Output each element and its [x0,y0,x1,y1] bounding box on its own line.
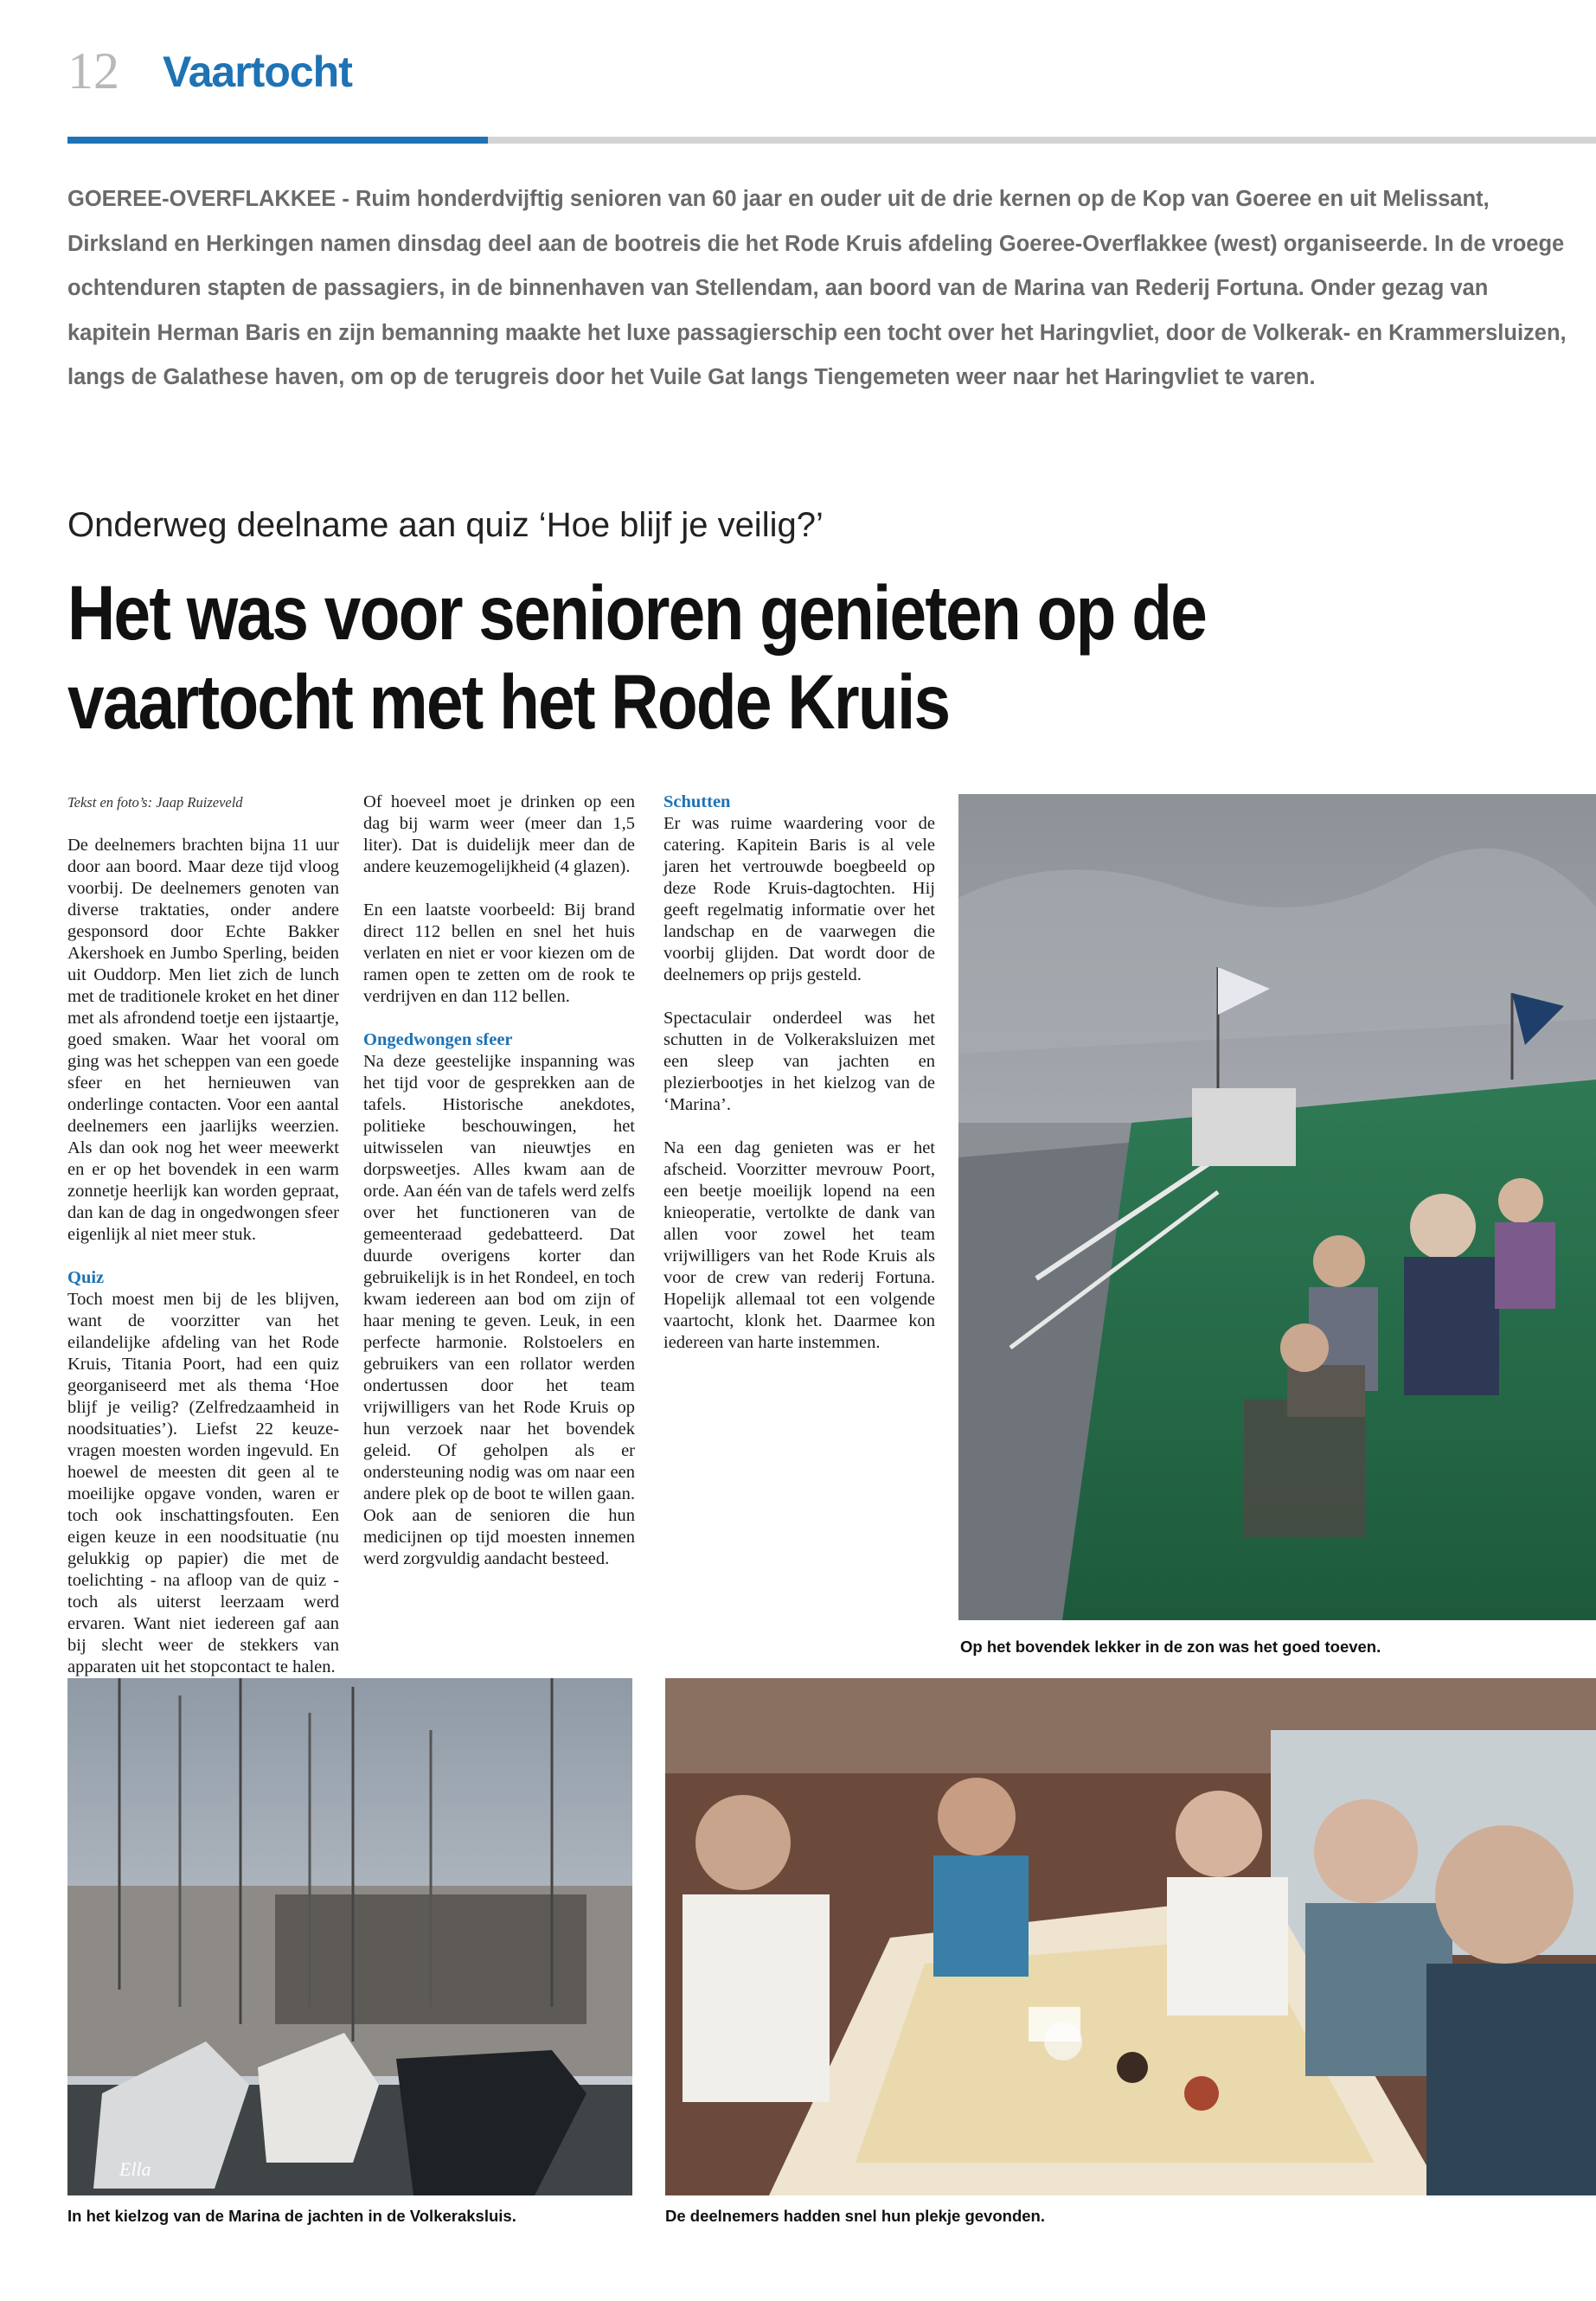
section-title: Vaartocht [163,48,352,96]
photo-lock [67,1678,632,2195]
article-column-1 [67,792,339,1678]
body-paragraph-quiz: Toch moest men bij de les blijven, want de voorzitter van het eilandelijke afdeling van het Rode Kruis, Titania Poort, had een quiz georganiseerd met als thema ‘Hoe blijf je veilig? (Zelfredzaamheid in noodsituaties’). Liefst 22 keuze-vragen moesten worden ingevuld. En hoewel de meesten dit geen al te moeilijke opgave vonden, waren er toch ook inschattingsfouten. Een eigen keuze in een noodsituatie (nu gelukkig op papier) die met de toelichting - na afloop van de quiz - toch als uiterst leerzaam werd ervaren. Want niet iedereen gaf aan bij slecht weer de stekkers van apparaten uit het stopcontact te halen. [67,1290,339,1676]
article-column-3 [663,792,935,1354]
caption-lock: In het kielzog van de Marina de jachten in de Volkeraksluis. [67,2207,516,2225]
article-column-2 [363,792,635,1570]
body-paragraph-sfeer: Na deze geestelijke inspanning was het tijd voor de gesprekken aan de tafels. Historische anekdotes, politieke beschouwingen, het uitwisselen van nieuwtjes en dorpsweetjes. Alles kwam aan de orde. Aan één van de tafels werd zelfs over het functioneren van de gemeenteraad gedebatteerd. Dat duurde overigens korter dan gebruikelijk is in het Rondeel, en toch kwam iedereen aan bod om zijn of haar mening te geven. Leuk, in een perfecte harmonie. Rolstoelers en gebruikers van een rollator werden ondertussen door het team vrijwilligers van het Rode Kruis op hun verzoek naar het bovendek geleid. Of geholpen als er ondersteuning nodig was om naar een andere plek op de boot te willen gaan. Ook aan de senioren die hun medicijnen op tijd moesten innemen werd zorgvuldig aandacht besteed. [363,1052,635,1568]
body-paragraph: Spectaculair onderdeel was het schutten in de Volkeraksluizen met een sleep van jachten en plezierbootjes in het kielzog van de ‘Marina’. [663,1009,935,1114]
subhead-schutten: Schutten [663,792,731,811]
caption-dining: De deelnemers hadden snel hun plekje gevonden. [665,2207,1045,2225]
body-paragraph: Er was ruime waardering voor de catering. Kapitein Baris is al vele jaren het vertrouwde boegbeeld op deze Rode Kruis-dagtochten. Hij geeft regelmatig informatie over het landschap en de vaarwegen die voorbij glijden. Dat wordt door de deelnemers op prijs gesteld. [663,814,935,984]
header-rule-accent [67,137,488,144]
subhead-sfeer: Ongedwongen sfeer [363,1030,513,1049]
body-paragraph: Of hoeveel moet je drinken op een dag bij warm weer (meer dan 1,5 liter). Dat is duidelijk meer dan de andere keuzemogelijkheid (4 glazen). [363,792,635,876]
body-paragraph: En een laatste voorbeeld: Bij brand direct 112 bellen en snel het huis verlaten en niet er voor kiezen om de ramen open te zetten om de rook te verdrijven en dan 112 bellen. [363,901,635,1006]
intro-paragraph: GOEREE-OVERFLAKKEE - Ruim honderdvijftig senioren van 60 jaar en ouder uit de drie kernen op de Kop van Goeree en uit Melissant, Dirksland en Herkingen namen dinsdag deel aan de bootreis die het Rode Kruis afdeling Goeree-Overflakkee (west) organiseerde. In de vroege ochtenduren stapten de passagiers, in de binnenhaven van Stellendam, aan boord van de Marina van Rederij Fortuna. Onder gezag van kapitein Herman Baris en zijn bemanning maakte het luxe passagierschip een tocht over het Haringvliet, door de Volkerak- en Krammersluizen, langs de Galathese haven, om op de terugreis door het Vuile Gat langs Tiengemeten weer naar het Haringvliet te varen. [67,187,1567,389]
subhead-quiz: Quiz [67,1268,105,1287]
page-number: 12 [67,42,119,99]
kicker: Onderweg deelname aan quiz ‘Hoe blijf je veilig?’ [67,506,824,544]
photo-dining [665,1678,1596,2195]
caption-deck: Op het bovendek lekker in de zon was het goed toeven. [960,1638,1381,1656]
headline: Het was voor senioren genieten op de vaartocht met het Rode Kruis [67,569,1207,745]
body-paragraph: Na een dag genieten was er het afscheid. Voorzitter mevrouw Poort, een beetje moeilijk lopend na een knieoperatie, vertolkte de dank van allen voor zowel het team vrijwilligers van het Rode Kruis als voor de crew van rederij Fortuna. Hopelijk allemaal tot een volgende vaartocht, klonk het. Daarmee kon iedereen van harte instemmen. [663,1138,935,1352]
byline: Tekst en foto’s: Jaap Ruizeveld [67,794,243,811]
photo-deck [958,794,1596,1620]
boat-name: Ella [119,2158,151,2180]
body-paragraph: De deelnemers brachten bijna 11 uur door aan boord. Maar deze tijd vloog voorbij. De deelnemers genoten van diverse traktaties, onder andere gesponsord door Echte Bakker Akershoek en Jumbo Sperling, beiden uit Ouddorp. Men liet zich de lunch met de traditionele kroket en het diner met als afrondend toetje een ijstaartje, goed smaken. Waar het vooral om ging was het scheppen van een goede sfeer en het hernieuwen van onderlinge contacten. Voor een aantal deelnemers een jaarlijks weerzien. Als dan ook nog het weer meewerkt en er op het bovendek in een warm zonnetje heerlijk kan worden gepraat, dan kan de dag in ongedwongen sfeer eigenlijk al niet meer stuk. [67,836,339,1244]
